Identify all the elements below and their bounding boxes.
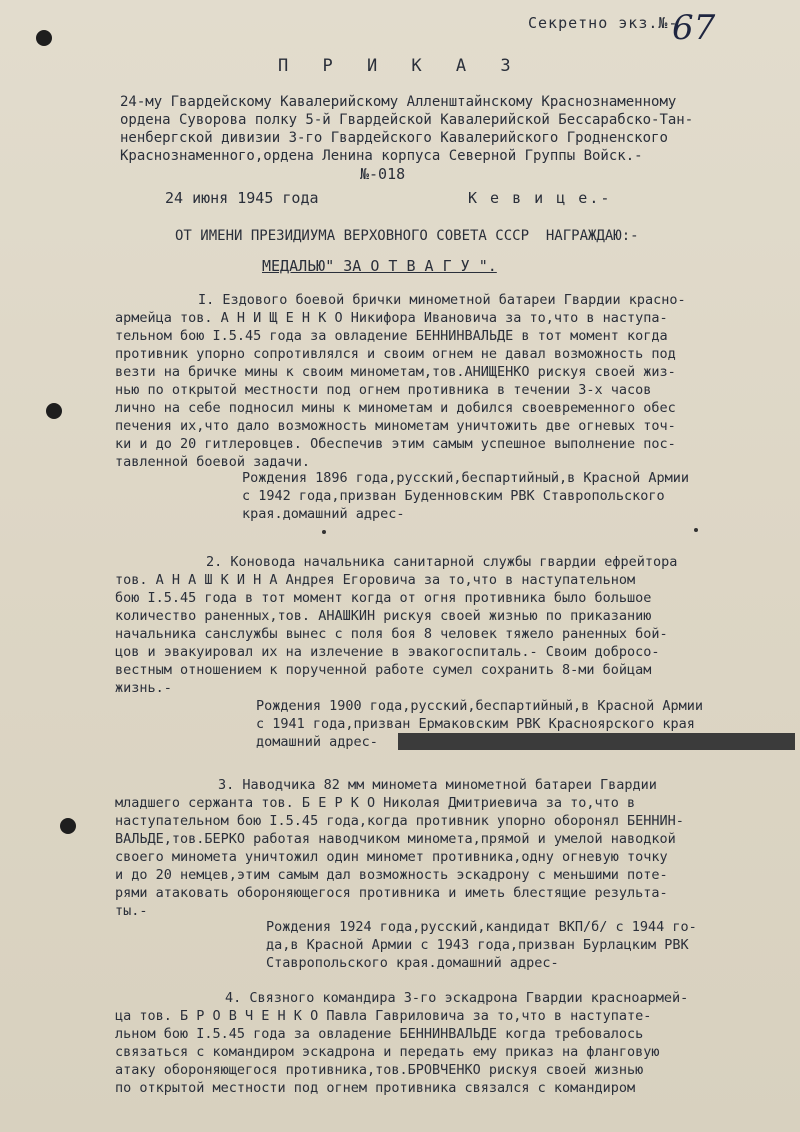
entry-2-line-1: 2. Коновода начальника санитарной службы гвардии ефрейтора <box>206 554 678 570</box>
ink-mark <box>322 530 326 534</box>
entry-4-line-4: связаться с командиром эскадрона и передать ему приказ на фланговую <box>115 1044 660 1060</box>
entry-3-bio-2: да,в Красной Армии с 1943 года,призван Бурлацким РВК <box>266 937 689 953</box>
entry-2-line-3: бою I.5.45 года в тот момент когда от огня противника было большое <box>115 590 652 606</box>
entry-2-bio-2: с 1941 года,призван Ермаковским РВК Красноярского края <box>256 716 695 732</box>
entry-1-line-5: везти на бричке мины к своим минометам,тов.АНИЩЕНКО рискуя своей жиз- <box>115 364 676 380</box>
entry-2-bio-1: Рождения 1900 года,русский,беспартийный,в Красной Армии <box>256 698 704 714</box>
entry-3-bio-3: Ставропольского края.домашний адрес- <box>266 955 559 971</box>
entry-1-line-3: тельном бою I.5.45 года за овладение БЕННИНВАЛЬДЕ в тот момент когда <box>115 328 668 344</box>
order-place: К е в и ц е.- <box>468 189 612 207</box>
addressee-line-4: Краснознаменного,ордена Ленина корпуса Северной Группы Войск.- <box>120 148 643 164</box>
entry-1-bio-3: края.домашний адрес- <box>242 506 405 522</box>
entry-3-line-8: ты.- <box>115 903 148 919</box>
entry-4-line-1: 4. Связного командира 3-го эскадрона Гвардии красноармей- <box>225 990 689 1006</box>
entry-2-line-4: количество раненных,тов. АНАШКИН рискуя своей жизнью по приказанию <box>115 608 652 624</box>
order-number: №-018 <box>360 165 406 183</box>
ink-mark <box>694 528 698 532</box>
entry-1-line-9: ки и до 20 гитлеровцев. Обеспечив этим самым успешное выполнение пос- <box>115 436 676 452</box>
entry-1-line-1: I. Ездового боевой брички минометной батареи Гвардии красно- <box>198 292 686 308</box>
entry-1-line-4: противник упорно сопротивлялся и своим огнем не давал возможность под <box>115 346 676 362</box>
entry-3-line-5: своего миномета уничтожил один миномет противника,одну огневую точку <box>115 849 668 865</box>
entry-1-bio-1: Рождения 1896 года,русский,беспартийный,в Красной Армии <box>242 470 690 486</box>
entry-3-line-1: 3. Наводчика 82 мм миномета минометной батареи Гвардии <box>218 777 657 793</box>
addressee-line-2: ордена Суворова полку 5-й Гвардейской Кавалерийской Бессарабско-Тан- <box>120 112 694 128</box>
entry-2-line-6: цов и эвакуировал их на излечение в эвакогоспиталь.- Своим добросо- <box>115 644 660 660</box>
entry-4-line-5: атаку обороняющегося противника,тов.БРОВЧЕНКО рискуя своей жизнью <box>115 1062 644 1078</box>
redacted-address <box>398 733 795 750</box>
binder-hole-bottom <box>60 818 76 834</box>
entry-4-line-2: ца тов. Б Р О В Ч Е Н К О Павла Гавриловича за то,что в наступате- <box>115 1008 652 1024</box>
order-title: П Р И К А З <box>278 56 523 76</box>
entry-1-line-10: тавленной боевой задачи. <box>115 454 311 470</box>
entry-3-bio-1: Рождения 1924 года,русский,кандидат ВКП/б/ с 1944 го- <box>266 919 697 935</box>
copy-number: 67 <box>672 8 716 48</box>
entry-3-line-6: и до 20 немцев,этим самым дал возможность эскадрону с меньшими поте- <box>115 867 668 883</box>
award-authority: ОТ ИМЕНИ ПРЕЗИДИУМА ВЕРХОВНОГО СОВЕТА СССР НАГРАЖДАЮ:- <box>175 228 639 244</box>
binder-hole-top <box>36 30 52 46</box>
entry-1-bio-2: с 1942 года,призван Буденновским РВК Ставропольского <box>242 488 665 504</box>
secret-label: Секретно экз.№- <box>528 14 679 32</box>
entry-1-line-2: армейца тов. А Н И Щ Е Н К О Никифора Ивановича за то,что в наступа- <box>115 310 668 326</box>
entry-1-line-7: лично на себе подносил мины к минометам и добился своевременного обес <box>115 400 676 416</box>
entry-4-line-3: льном бою I.5.45 года за овладение БЕННИНВАЛЬДЕ когда требовалось <box>115 1026 644 1042</box>
entry-2-bio-3: домашний адрес- <box>256 734 378 750</box>
entry-2-line-8: жизнь.- <box>115 680 172 696</box>
addressee-line-3: ненбергской дивизии 3-го Гвардейского Кавалерийского Гродненского <box>120 130 668 146</box>
entry-1-line-8: печения их,что дало возможность минометам уничтожить две огневых точ- <box>115 418 676 434</box>
entry-2-line-7: вестным отношением к порученной работе сумел сохранить 8-ми бойцам <box>115 662 652 678</box>
entry-3-line-7: рями атаковать обороняющегося противника и иметь блестящие результа- <box>115 885 668 901</box>
award-name: МЕДАЛЬЮ" ЗА О Т В А Г У ". <box>262 257 497 275</box>
entry-2-line-5: начальника санслужбы вынес с поля боя 8 человек тяжело раненных бой- <box>115 626 668 642</box>
entry-2-line-2: тов. А Н А Ш К И Н А Андрея Егоровича за то,что в наступательном <box>115 572 636 588</box>
addressee-line-1: 24-му Гвардейскому Кавалерийскому Алленштайнскому Краснознаменному <box>120 94 677 110</box>
entry-3-line-3: наступательном бою I.5.45 года,когда противник упорно оборонял БЕННИН- <box>115 813 684 829</box>
entry-3-line-4: ВАЛЬДЕ,тов.БЕРКО работая наводчиком миномета,прямой и умелой наводкой <box>115 831 676 847</box>
entry-1-line-6: нью по открытой местности под огнем противника в течении 3-х часов <box>115 382 652 398</box>
entry-3-line-2: младшего сержанта тов. Б Е Р К О Николая Дмитриевича за то,что в <box>115 795 636 811</box>
entry-4-line-6: по открытой местности под огнем противника связался с командиром <box>115 1080 636 1096</box>
binder-hole-middle <box>46 403 62 419</box>
order-date: 24 июня 1945 года <box>165 189 319 207</box>
